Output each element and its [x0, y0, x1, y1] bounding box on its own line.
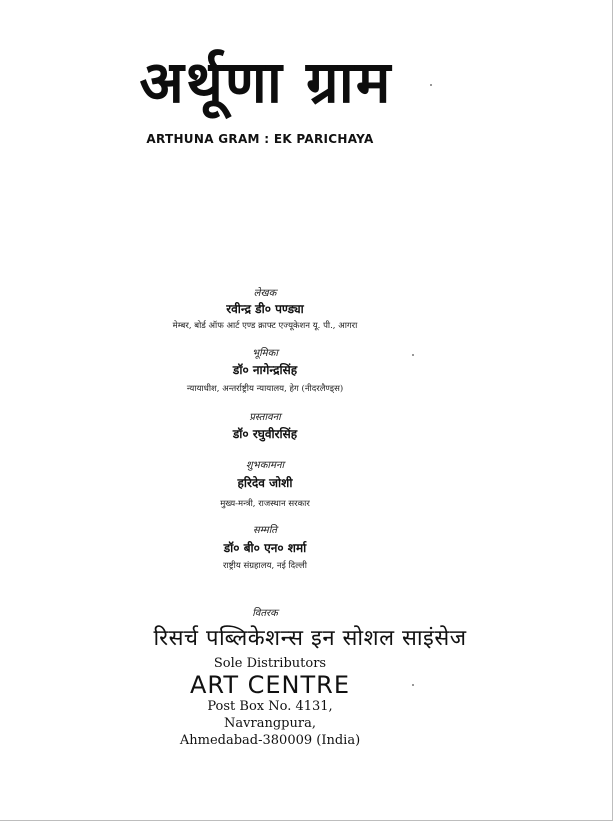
opinion-name: डॉ० बी० एन० शर्मा: [223, 541, 307, 555]
opinion-detail: राष्ट्रीय संग्रहालय, नई दिल्ली: [223, 561, 307, 571]
goodwishes-name: हरिदेव जोशी: [237, 476, 293, 490]
author-label: लेखक: [253, 288, 277, 299]
book-title: अर्थूणा ग्राम: [139, 48, 393, 116]
scan-speck: [412, 684, 414, 686]
foreword-name: डॉ० नागेन्द्रसिंह: [232, 363, 298, 377]
scan-speck: [412, 354, 414, 356]
foreword-detail: न्यायाधीश, अन्तर्राष्ट्रीय न्यायालय, हेग (नीदरलैण्ड्स): [186, 384, 344, 394]
publisher-name: रिसर्च पब्लिकेशन्स इन सोशल साइंसेज: [153, 626, 467, 651]
address-line-2: Navrangpura,: [224, 716, 316, 731]
preface-label: प्रस्तावना: [249, 412, 281, 423]
foreword-label: भूमिका: [252, 348, 278, 359]
goodwishes-label: शुभकामना: [245, 460, 285, 471]
goodwishes-detail: मुख्य-मन्त्री, राजस्थान सरकार: [220, 499, 310, 509]
scan-speck: [430, 84, 432, 86]
sole-distributors-text: Sole Distributors: [213, 656, 327, 671]
author-name: रवीन्द्र डी० पण्ड्या: [226, 302, 304, 316]
book-subtitle: ARTHUNA GRAM : EK PARICHAYA: [146, 132, 374, 146]
address-line-3: Ahmedabad-380009 (India): [179, 733, 361, 748]
opinion-label: सम्मति: [252, 525, 278, 536]
author-detail: मेम्बर, बोर्ड ऑफ आर्ट एण्ड क्राफ्ट एज्यूकेशन यू. पी., आगरा: [172, 321, 358, 331]
preface-name: डॉ० रघुवीरसिंह: [232, 427, 298, 441]
distributor-label: वितरक: [252, 608, 278, 619]
distributor-company: ART CENTRE: [189, 671, 350, 699]
address-line-1: Post Box No. 4131,: [207, 699, 333, 714]
